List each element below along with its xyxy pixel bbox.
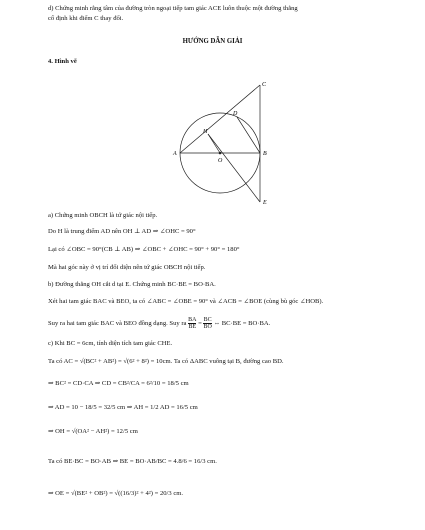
fraction-numerator: BC	[203, 317, 212, 323]
part-c-line-6: ⇒ OE = √(BE² + OB²) = √((16/3)² + 4²) = 20/3 cm.	[48, 490, 184, 497]
part-a-title: a) Chứng minh OBCH là tứ giác nội tiếp.	[48, 212, 158, 219]
point-label-h: H	[203, 129, 208, 135]
fraction-denominator: BO	[203, 324, 212, 330]
segment-ac	[180, 85, 260, 153]
part-a-line-1: Do H là trung điểm AD nên OH ⊥ AD ⇒ ∠OHC = 90°	[48, 228, 196, 235]
point-label-e: E	[263, 200, 267, 206]
part-a-line-2: Lại có ∠OBC = 90°(CB ⊥ AB) ⇒ ∠OBC + ∠OHC = 90° + 90° = 180°	[48, 246, 240, 253]
geometry-figure	[170, 78, 290, 210]
point-label-d: D	[233, 111, 238, 117]
part-b-line-3-conclusion: ⇔ BC·BE = BO·BA.	[213, 320, 271, 328]
part-c-line-5: Ta có BE·BC = BO·AB ⇒ BE = BO·AB/BC = 4.8/6 = 16/3 cm.	[48, 458, 217, 465]
part-b-line-2: Xét hai tam giác BAC và BEO, ta có ∠ABC = ∠OBE = 90° và ∠ACB = ∠BOE (cùng bù góc ∠HOB).	[48, 298, 324, 305]
part-c-line-1: Ta có AC = √(BC² + AB²) = √(6² + 8²) = 10cm. Ta có ΔABC vuông tại B, đường cao BD.	[48, 358, 284, 365]
fraction-denominator: BE	[188, 324, 197, 330]
part-d-line-2: cố định khi điểm C thay đổi.	[48, 15, 124, 22]
figure-label: 4. Hình vẽ	[48, 58, 77, 65]
point-label-b: B	[263, 151, 267, 157]
part-b-line-1: b) Đường thẳng OH cắt d tại E. Chứng minh BC·BE = BO·BA.	[48, 281, 216, 288]
point-label-a: A	[173, 151, 177, 157]
part-d-line-1: d) Chứng minh rằng tâm của đường tròn ngoại tiếp tam giác ACE luôn thuộc một đường thẳng	[48, 5, 298, 12]
point-label-c: C	[262, 82, 267, 88]
fraction-ba-be	[188, 317, 196, 330]
part-b-line-3: Suy ra hai tam giác BAC và BEO đồng dạng. Suy ra $\frac{BA}{BE}$ = $\frac{BC}{BO}$ ⇔ BC·BE = BO·BA.	[48, 317, 271, 330]
fraction-bc-bo	[203, 317, 211, 330]
point-label-o: O	[218, 158, 223, 164]
part-c-title: c) Khi BC = 6cm, tính diện tích tam giác CHE.	[48, 340, 173, 347]
part-b-line-3-text: Suy ra hai tam giác BAC và BEO đồng dạng. Suy ra	[48, 320, 187, 328]
part-c-line-2: ⇒ BC² = CD·CA ⇒ CD = CB²/CA = 6²/10 = 18/5 cm	[48, 380, 189, 387]
segment-bd	[237, 117, 260, 153]
segment-ho	[208, 134, 220, 153]
point-o	[219, 152, 222, 155]
part-c-line-3: ⇒ AD = 10 − 18/5 = 32/5 cm ⇒ AH = 1/2 AD = 16/5 cm	[48, 404, 198, 411]
line-oh-e	[208, 134, 260, 202]
part-c-line-4: ⇒ OH = √(OA² − AH²) = 12/5 cm	[48, 428, 138, 435]
fraction-numerator: BA	[188, 317, 197, 323]
guide-title: HƯỚNG DẪN GIẢI	[182, 38, 243, 45]
part-a-line-3: Mà hai góc này ở vị trí đối diện nên tứ giác OBCH nội tiếp.	[48, 264, 206, 271]
